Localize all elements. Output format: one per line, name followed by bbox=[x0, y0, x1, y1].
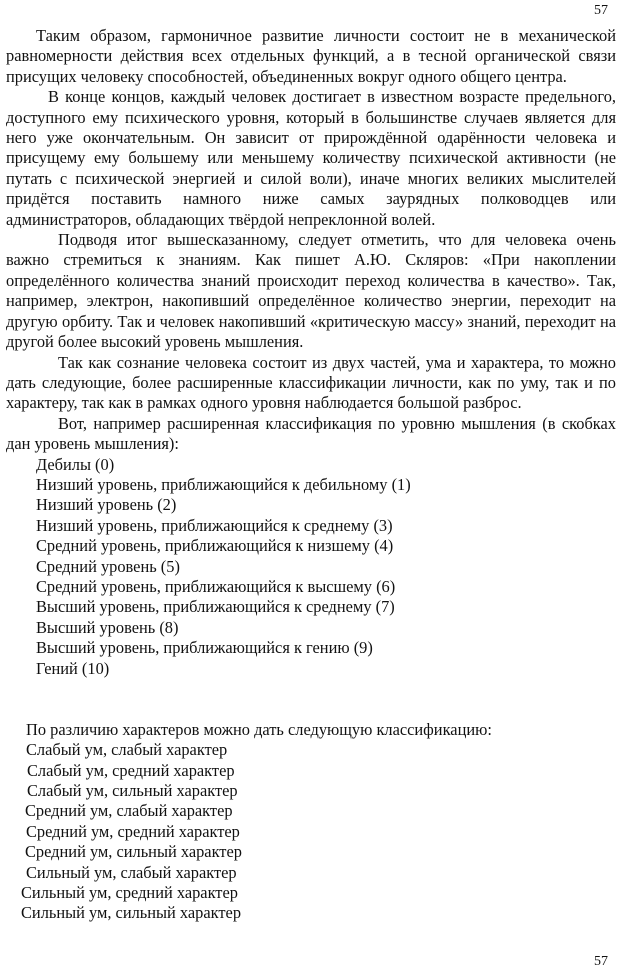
list-item: Дебилы (0) bbox=[36, 454, 115, 474]
list-item: Средний уровень, приближающийся к высшему (6) bbox=[36, 576, 396, 596]
page-body bbox=[6, 26, 616, 924]
list-item: Сильный ум, средний характер bbox=[21, 883, 238, 903]
list-item: Средний уровень (5) bbox=[36, 556, 180, 576]
list-item: Слабый ум, сильный характер bbox=[27, 781, 238, 801]
spacer bbox=[6, 679, 616, 720]
list-item: Средний ум, сильный характер bbox=[25, 842, 242, 862]
list-item: Сильный ум, сильный характер bbox=[21, 903, 242, 923]
list-item: Высший уровень, приближающийся к гению (9) bbox=[36, 638, 373, 658]
page-number-top: 57 bbox=[594, 3, 608, 18]
list-item: Средний ум, слабый характер bbox=[25, 801, 233, 821]
paragraph-1: Таким образом, гармоничное развитие личности состоит не в механической равномерности действия всех отдельных функций, а в тесной органической связи присущих человеку способностей, объединенных вокруг одного общего центра. bbox=[6, 26, 616, 86]
list-item: Низший уровень, приближающийся к дебильному (1) bbox=[36, 474, 411, 494]
character-intro: По различию характеров можно дать следующую классификацию: bbox=[26, 719, 492, 739]
thinking-level-list bbox=[6, 455, 616, 679]
list-item: Средний уровень, приближающийся к низшему (4) bbox=[36, 536, 394, 556]
list-item: Гений (10) bbox=[36, 658, 110, 678]
paragraph-3: Подводя итог вышесказанному, следует отметить, что для человека очень важно стремиться к знаниям. Как пишет А.Ю. Скляров: «При накоплении определённого количества знаний происходит переход количества в качество». Так, например, электрон, накопивший определённое количество энергии, переходит на другую орбиту. Так и человек накопивший «критическую массу» знаний, переходит на другой более высокий уровень мышления. bbox=[6, 230, 616, 352]
list-item: Низший уровень, приближающийся к среднему (3) bbox=[36, 515, 393, 535]
list-item: Сильный ум, слабый характер bbox=[26, 862, 237, 882]
paragraph-2: В конце концов, каждый человек достигает в известном возрасте предельного, доступного ему психического уровня, который в большинстве случаев является для него уже окончательным. Он зависит от прирождённой одарённости человека и присущему ему большему или меньшему количеству психической активности (не путать с психической энергией и силой воли), иначе многих великих мыслителей придётся поставить намного ниже самых заурядных полководцев или администраторов, обладающих твёрдой непреклонной волей. bbox=[6, 87, 616, 229]
list-item: Слабый ум, слабый характер bbox=[26, 740, 228, 760]
list-item: Средний ум, средний характер bbox=[26, 821, 240, 841]
page-number-bottom: 57 bbox=[594, 954, 608, 969]
character-type-list bbox=[6, 740, 616, 924]
paragraph-4: Так как сознание человека состоит из двух частей, ума и характера, то можно дать следующие, более расширенные классификации личности, как по уму, так и по характеру, так как в рамках одного уровня наблюдается большой разброс. bbox=[6, 352, 616, 413]
list-item: Высший уровень, приближающийся к среднему (7) bbox=[36, 597, 395, 617]
paragraph-5: Вот, например расширенная классификация по уровню мышления (в скобках дан уровень мышления): bbox=[6, 413, 616, 454]
list-item: Высший уровень (8) bbox=[36, 617, 179, 637]
list-item: Низший уровень (2) bbox=[36, 495, 177, 515]
list-item: Слабый ум, средний характер bbox=[27, 760, 235, 780]
